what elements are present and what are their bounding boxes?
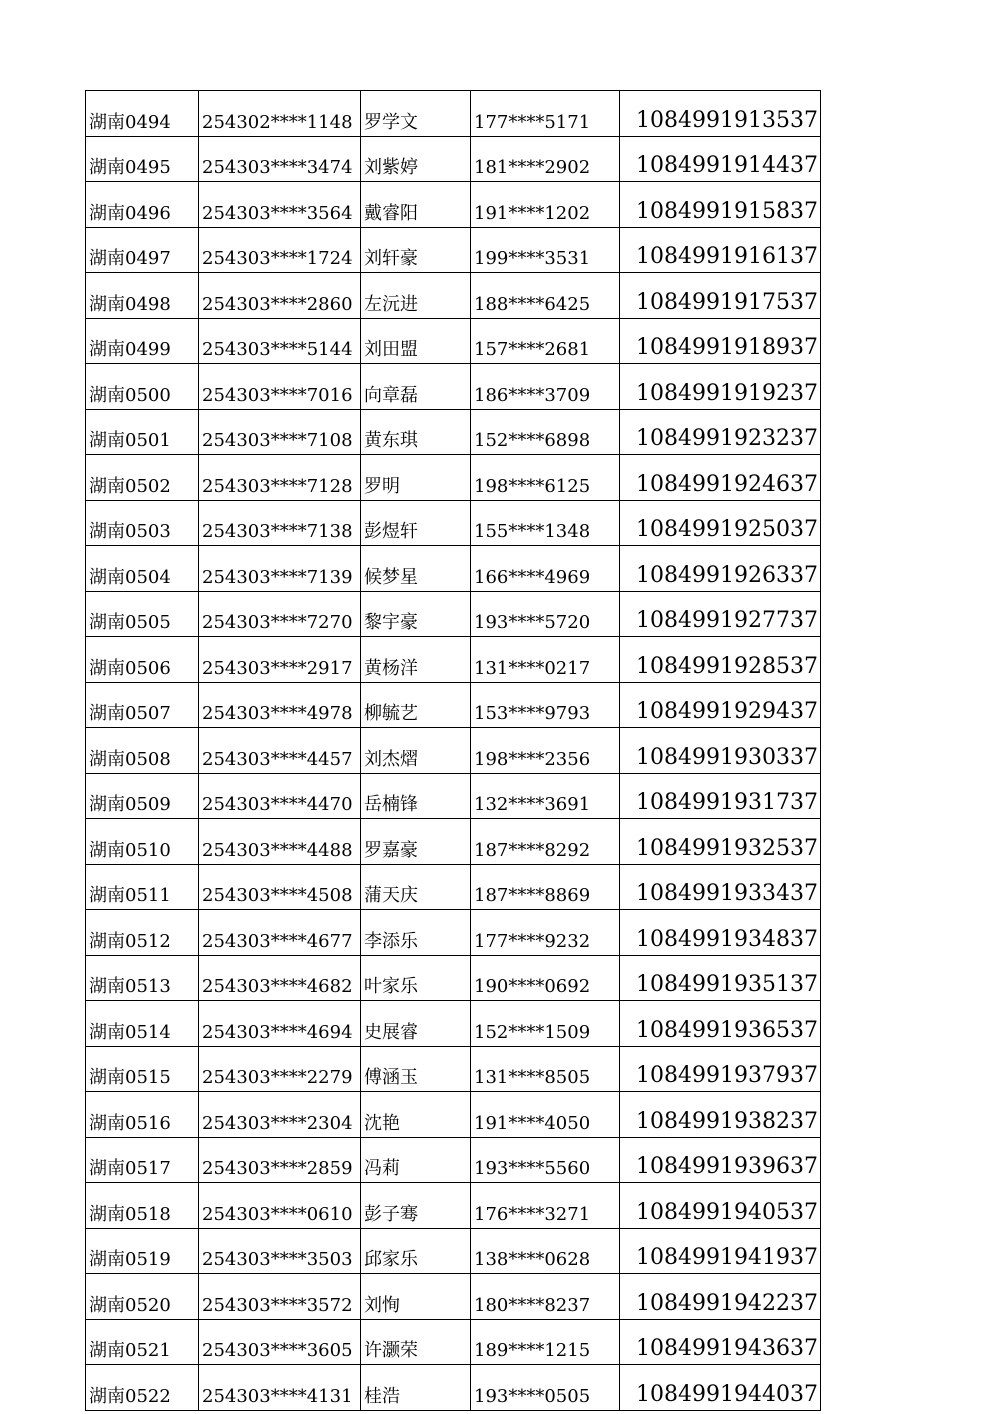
region-cell: 湖南0519 [86,1228,199,1274]
tracking-number-cell: 1084991927737 [620,591,821,637]
name-cell: 黄东琪 [361,409,471,455]
id-number-cell: 254303****4694 [199,1001,361,1047]
region-cell: 湖南0517 [86,1137,199,1183]
tracking-number-cell: 1084991933437 [620,864,821,910]
name-cell: 沈艳 [361,1092,471,1138]
region-cell: 湖南0500 [86,364,199,410]
region-cell: 湖南0520 [86,1274,199,1320]
phone-cell: 177****5171 [471,91,620,137]
region-cell: 湖南0513 [86,955,199,1001]
name-cell: 岳楠锋 [361,773,471,819]
id-number-cell: 254303****3503 [199,1228,361,1274]
name-cell: 冯莉 [361,1137,471,1183]
region-cell: 湖南0504 [86,546,199,592]
name-cell: 柳毓艺 [361,682,471,728]
tracking-number-cell: 1084991939637 [620,1137,821,1183]
table-row [86,1001,821,1047]
tracking-number-cell: 1084991929437 [620,682,821,728]
tracking-number-cell: 1084991928537 [620,637,821,683]
data-table [85,90,821,1411]
phone-cell: 181****2902 [471,136,620,182]
phone-cell: 155****1348 [471,500,620,546]
id-number-cell: 254303****4978 [199,682,361,728]
table-row [86,637,821,683]
table-row [86,864,821,910]
name-cell: 戴睿阳 [361,182,471,228]
phone-cell: 193****5560 [471,1137,620,1183]
id-number-cell: 254302****1148 [199,91,361,137]
name-cell: 蒲天庆 [361,864,471,910]
name-cell: 刘杰熠 [361,728,471,774]
phone-cell: 198****2356 [471,728,620,774]
id-number-cell: 254303****7016 [199,364,361,410]
phone-cell: 199****3531 [471,227,620,273]
table-row [86,136,821,182]
region-cell: 湖南0512 [86,910,199,956]
table-row [86,91,821,137]
table-row [86,1137,821,1183]
phone-cell: 193****0505 [471,1365,620,1411]
tracking-number-cell: 1084991937937 [620,1046,821,1092]
name-cell: 候梦星 [361,546,471,592]
phone-cell: 191****1202 [471,182,620,228]
id-number-cell: 254303****7108 [199,409,361,455]
phone-cell: 153****9793 [471,682,620,728]
region-cell: 湖南0495 [86,136,199,182]
region-cell: 湖南0497 [86,227,199,273]
region-cell: 湖南0494 [86,91,199,137]
region-cell: 湖南0501 [86,409,199,455]
id-number-cell: 254303****7128 [199,455,361,501]
tracking-number-cell: 1084991913537 [620,91,821,137]
phone-cell: 189****1215 [471,1319,620,1365]
tracking-number-cell: 1084991924637 [620,455,821,501]
region-cell: 湖南0502 [86,455,199,501]
name-cell: 刘田盟 [361,318,471,364]
table-row [86,1228,821,1274]
table-row [86,1183,821,1229]
tracking-number-cell: 1084991943637 [620,1319,821,1365]
tracking-number-cell: 1084991916137 [620,227,821,273]
tracking-number-cell: 1084991925037 [620,500,821,546]
name-cell: 许灏荣 [361,1319,471,1365]
phone-cell: 166****4969 [471,546,620,592]
id-number-cell: 254303****3564 [199,182,361,228]
region-cell: 湖南0514 [86,1001,199,1047]
name-cell: 邱家乐 [361,1228,471,1274]
name-cell: 彭煜轩 [361,500,471,546]
phone-cell: 180****8237 [471,1274,620,1320]
id-number-cell: 254303****4488 [199,819,361,865]
phone-cell: 131****0217 [471,637,620,683]
table-row [86,682,821,728]
name-cell: 傅涵玉 [361,1046,471,1092]
name-cell: 左沅进 [361,273,471,319]
phone-cell: 138****0628 [471,1228,620,1274]
tracking-number-cell: 1084991936537 [620,1001,821,1047]
id-number-cell: 254303****2304 [199,1092,361,1138]
table-row [86,455,821,501]
tracking-number-cell: 1084991935137 [620,955,821,1001]
name-cell: 叶家乐 [361,955,471,1001]
region-cell: 湖南0509 [86,773,199,819]
id-number-cell: 254303****3474 [199,136,361,182]
tracking-number-cell: 1084991930337 [620,728,821,774]
phone-cell: 186****3709 [471,364,620,410]
name-cell: 刘恂 [361,1274,471,1320]
table-row [86,273,821,319]
region-cell: 湖南0511 [86,864,199,910]
table-row [86,1092,821,1138]
id-number-cell: 254303****7138 [199,500,361,546]
name-cell: 刘紫婷 [361,136,471,182]
name-cell: 李添乐 [361,910,471,956]
tracking-number-cell: 1084991941937 [620,1228,821,1274]
region-cell: 湖南0505 [86,591,199,637]
region-cell: 湖南0503 [86,500,199,546]
tracking-number-cell: 1084991917537 [620,273,821,319]
id-number-cell: 254303****4457 [199,728,361,774]
table-row [86,591,821,637]
table-row [86,773,821,819]
tracking-number-cell: 1084991915837 [620,182,821,228]
name-cell: 向章磊 [361,364,471,410]
tracking-number-cell: 1084991926337 [620,546,821,592]
name-cell: 罗学文 [361,91,471,137]
id-number-cell: 254303****4131 [199,1365,361,1411]
tracking-number-cell: 1084991940537 [620,1183,821,1229]
region-cell: 湖南0521 [86,1319,199,1365]
region-cell: 湖南0499 [86,318,199,364]
phone-cell: 190****0692 [471,955,620,1001]
tracking-number-cell: 1084991938237 [620,1092,821,1138]
name-cell: 罗嘉豪 [361,819,471,865]
phone-cell: 152****6898 [471,409,620,455]
phone-cell: 191****4050 [471,1092,620,1138]
phone-cell: 187****8292 [471,819,620,865]
region-cell: 湖南0507 [86,682,199,728]
region-cell: 湖南0522 [86,1365,199,1411]
region-cell: 湖南0510 [86,819,199,865]
table-row [86,409,821,455]
tracking-number-cell: 1084991942237 [620,1274,821,1320]
table-row [86,1274,821,1320]
table-row [86,1319,821,1365]
tracking-number-cell: 1084991914437 [620,136,821,182]
name-cell: 桂浩 [361,1365,471,1411]
table-row [86,500,821,546]
tracking-number-cell: 1084991932537 [620,819,821,865]
id-number-cell: 254303****0610 [199,1183,361,1229]
phone-cell: 188****6425 [471,273,620,319]
id-number-cell: 254303****2279 [199,1046,361,1092]
table-row [86,546,821,592]
id-number-cell: 254303****4508 [199,864,361,910]
phone-cell: 131****8505 [471,1046,620,1092]
table-row [86,318,821,364]
id-number-cell: 254303****4677 [199,910,361,956]
phone-cell: 193****5720 [471,591,620,637]
phone-cell: 176****3271 [471,1183,620,1229]
phone-cell: 198****6125 [471,455,620,501]
region-cell: 湖南0498 [86,273,199,319]
region-cell: 湖南0515 [86,1046,199,1092]
table-row [86,227,821,273]
id-number-cell: 254303****4470 [199,773,361,819]
name-cell: 黎宇豪 [361,591,471,637]
table-row [86,728,821,774]
id-number-cell: 254303****3605 [199,1319,361,1365]
table-body [86,91,821,1411]
region-cell: 湖南0506 [86,637,199,683]
phone-cell: 152****1509 [471,1001,620,1047]
tracking-number-cell: 1084991931737 [620,773,821,819]
region-cell: 湖南0516 [86,1092,199,1138]
region-cell: 湖南0518 [86,1183,199,1229]
name-cell: 史展睿 [361,1001,471,1047]
id-number-cell: 254303****2860 [199,273,361,319]
table-row [86,819,821,865]
id-number-cell: 254303****1724 [199,227,361,273]
id-number-cell: 254303****2917 [199,637,361,683]
phone-cell: 187****8869 [471,864,620,910]
region-cell: 湖南0508 [86,728,199,774]
id-number-cell: 254303****7139 [199,546,361,592]
id-number-cell: 254303****2859 [199,1137,361,1183]
name-cell: 黄杨洋 [361,637,471,683]
table-row [86,910,821,956]
id-number-cell: 254303****5144 [199,318,361,364]
tracking-number-cell: 1084991919237 [620,364,821,410]
table-row [86,955,821,1001]
tracking-number-cell: 1084991923237 [620,409,821,455]
id-number-cell: 254303****4682 [199,955,361,1001]
table-row [86,364,821,410]
name-cell: 罗明 [361,455,471,501]
name-cell: 刘轩豪 [361,227,471,273]
phone-cell: 177****9232 [471,910,620,956]
id-number-cell: 254303****7270 [199,591,361,637]
tracking-number-cell: 1084991944037 [620,1365,821,1411]
id-number-cell: 254303****3572 [199,1274,361,1320]
name-cell: 彭子骞 [361,1183,471,1229]
table-row [86,1365,821,1411]
tracking-number-cell: 1084991934837 [620,910,821,956]
phone-cell: 132****3691 [471,773,620,819]
phone-cell: 157****2681 [471,318,620,364]
tracking-number-cell: 1084991918937 [620,318,821,364]
table-row [86,182,821,228]
table-row [86,1046,821,1092]
region-cell: 湖南0496 [86,182,199,228]
